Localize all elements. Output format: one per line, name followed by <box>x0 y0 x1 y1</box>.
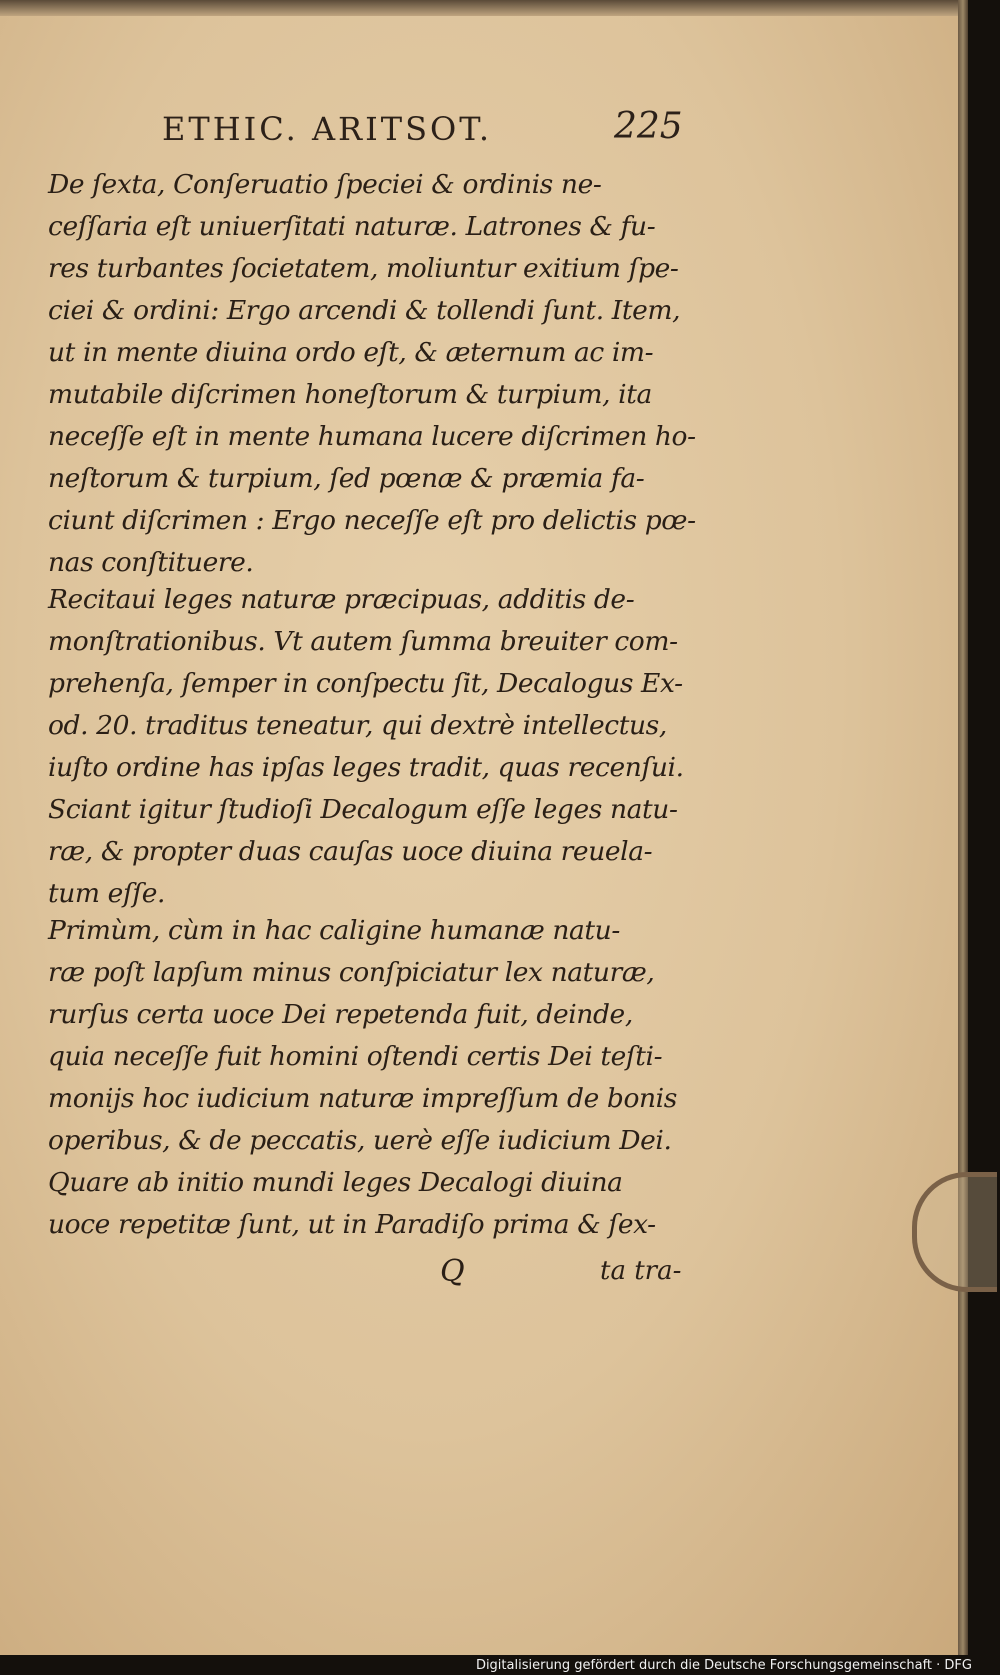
signature-mark: Q <box>440 1254 465 1289</box>
digitization-credit: Digitalisierung gefördert durch die Deutsche Forschungsgemeinschaft · DFG <box>475 1658 972 1673</box>
catchword: ta tra- <box>600 1256 682 1286</box>
text-line: od. 20. traditus teneatur, qui dextrè intellectus, <box>48 710 667 741</box>
text-line: Sciant igitur ſtudioſi Decalogum eſſe leges natu- <box>48 794 678 825</box>
text-line: monſtrationibus. Vt autem ſumma breuiter com- <box>48 626 678 657</box>
text-line: neſtorum & turpium, ſed pœnæ & præmia fa- <box>48 463 645 494</box>
text-line: rurſus certa uoce Dei repetenda fuit, deinde, <box>48 999 633 1030</box>
text-line: Quare ab initio mundi leges Decalogi diuina <box>48 1167 623 1198</box>
text-line: monijs hoc iudicium naturæ impreſſum de bonis <box>48 1083 677 1114</box>
text-line: prehenſa, ſemper in conſpectu ſit, Decalogus Ex- <box>48 668 683 699</box>
page-number: 225 <box>614 106 683 147</box>
text-line: De ſexta, Conſeruatio ſpeciei & ordinis ne- <box>48 169 602 200</box>
text-line: iuſto ordine has ipſas leges tradit, quas recenſui. <box>48 752 684 783</box>
text-line: ciei & ordini: Ergo arcendi & tollendi ſunt. Item, <box>48 295 681 326</box>
text-line: ræ, & propter duas cauſas uoce diuina reuela- <box>48 836 653 867</box>
text-line: Recitaui leges naturæ præcipuas, additis de- <box>48 584 635 615</box>
text-line: neceſſe eſt in mente humana lucere diſcrimen ho- <box>48 421 696 452</box>
text-line: ut in mente diuina ordo eſt, & æternum ac im- <box>48 337 654 368</box>
page-top-edge <box>0 0 958 16</box>
text-line: operibus, & de peccatis, uerè eſſe iudicium Dei. <box>48 1125 672 1156</box>
text-line: ceſſaria eſt uniuerſitati naturæ. Latrones & fu- <box>48 211 656 242</box>
text-line: quia neceſſe fuit homini oſtendi certis Dei teſti- <box>48 1041 663 1072</box>
paragraph-2 <box>48 579 688 915</box>
text-line: ræ poſt lapſum minus conſpiciatur lex naturæ, <box>48 957 655 988</box>
running-title: ETHIC. ARITSOT. <box>162 110 493 148</box>
text-line: ciunt diſcrimen : Ergo neceſſe eſt pro delictis pœ- <box>48 505 696 536</box>
text-line: mutabile diſcrimen honeſtorum & turpium, ita <box>48 379 652 410</box>
text-line: nas conſtituere. <box>48 547 254 578</box>
text-line: Primùm, cùm in hac caligine humanæ natu- <box>48 915 620 946</box>
text-line: res turbantes ſocietatem, moliuntur exitium ſpe- <box>48 253 679 284</box>
paragraph-3 <box>48 910 688 1246</box>
page-edge-shadow <box>958 0 968 1655</box>
paragraph-1 <box>48 164 696 584</box>
text-line: uoce repetitæ ſunt, ut in Paradiſo prima & ſex- <box>48 1209 656 1240</box>
text-line: tum eſſe. <box>48 878 166 909</box>
running-head <box>162 106 702 150</box>
